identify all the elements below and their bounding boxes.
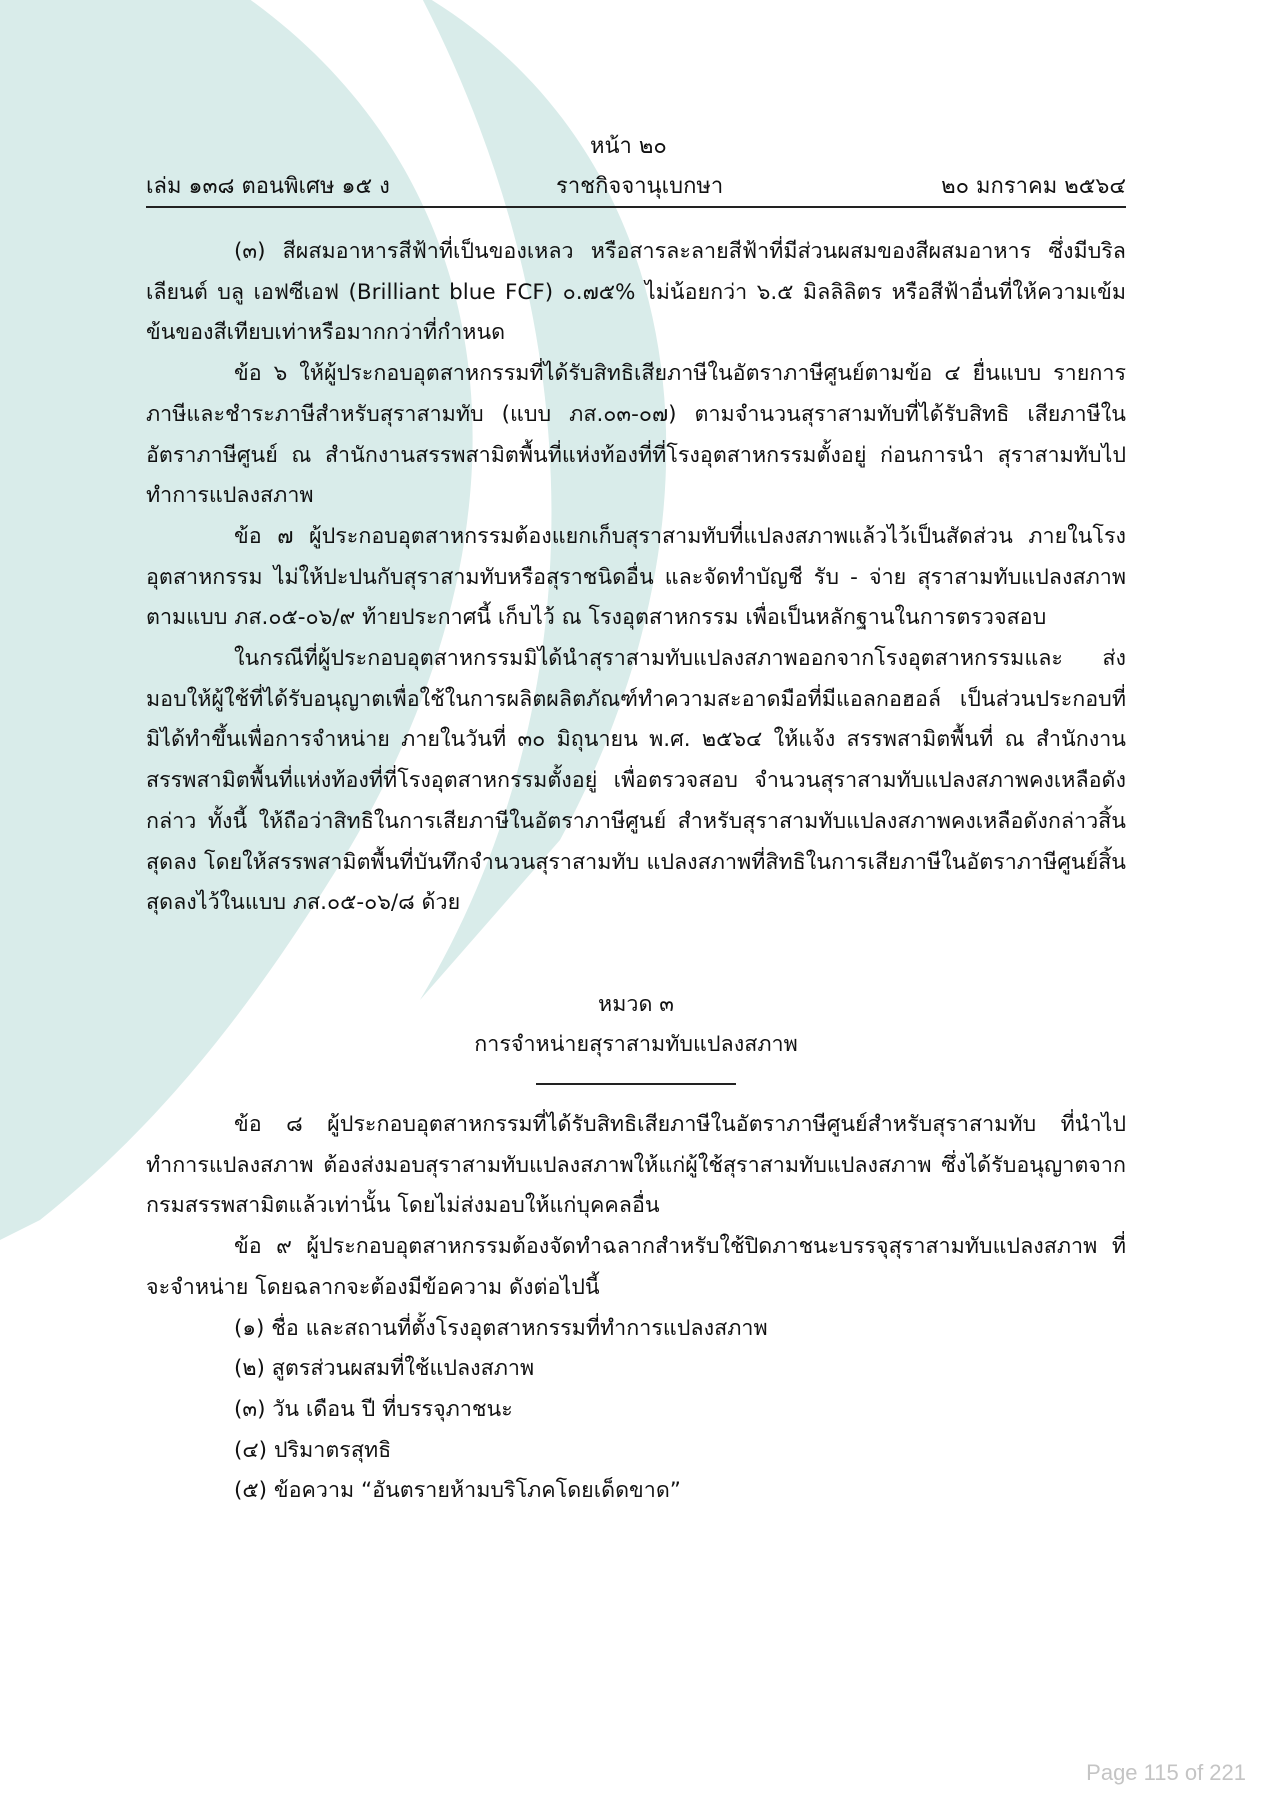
list-item: (๑) ชื่อ และสถานที่ตั้งโรงอุตสาหกรรมที่ทำการแปลงสภาพ: [234, 1315, 768, 1341]
paragraph-section-7: ข้อ ๗ ผู้ประกอบอุตสาหกรรมต้องแยกเก็บสุราสามทับที่แปลงสภาพแล้วไว้เป็นสัดส่วน ภายในโรงอุตสาหกรรม ไม่ให้ปะปนกับสุราสามทับหรือสุราชนิดอื่น และจัดทำบัญชี รับ - จ่าย สุราสามทับแปลงสภาพ ตามแบบ ภส.๐๕-๐๖/๙ ท้ายประกาศนี้ เก็บไว้ ณ โรงอุตสาหกรรม เพื่อเป็นหลักฐานในการตรวจสอบ: [146, 523, 1126, 631]
chapter-title: การจำหน่ายสุราสามทับแปลงสภาพ: [474, 1032, 798, 1057]
paragraph-section-7-case: ในกรณีที่ผู้ประกอบอุตสาหกรรมมิได้นำสุราสามทับแปลงสภาพออกจากโรงอุตสาหกรรมและ ส่งมอบให้ผู้ใช้ที่ได้รับอนุญาตเพื่อใช้ในการผลิตผลิตภัณฑ์ทำความสะอาดมือที่มีแอลกอฮอล์ เป็นส่วนประกอบที่มิได้ทำขึ้นเพื่อการจำหน่าย ภายในวันที่ ๓๐ มิถุนายน พ.ศ. ๒๕๖๔ ให้แจ้ง สรรพสามิตพื้นที่ ณ สำนักงานสรรพสามิตพื้นที่แห่งท้องที่ที่โรงอุตสาหกรรมตั้งอยู่ เพื่อตรวจสอบ จำนวนสุราสามทับแปลงสภาพคงเหลือดังกล่าว ทั้งนี้ ให้ถือว่าสิทธิในการเสียภาษีในอัตราภาษีศูนย์ สำหรับสุราสามทับแปลงสภาพคงเหลือดังกล่าวสิ้นสุดลง โดยให้สรรพสามิตพื้นที่บันทึกจำนวนสุราสามทับ แปลงสภาพที่สิทธิในการเสียภาษีในอัตราภาษีศูนย์สิ้นสุดลงไว้ในแบบ ภส.๐๕-๐๖/๘ ด้วย: [146, 646, 1126, 916]
list-item: (๒) สูตรส่วนผสมที่ใช้แปลงสภาพ: [234, 1356, 535, 1382]
gazette-name: ราชกิจจานุเบกษา: [556, 174, 724, 199]
list-item: (๔) ปริมาตรสุทธิ: [234, 1437, 392, 1463]
paragraph-section-6: ข้อ ๖ ให้ผู้ประกอบอุตสาหกรรมที่ได้รับสิทธิเสียภาษีในอัตราภาษีศูนย์ตามข้อ ๔ ยื่นแบบ รายการภาษีและชำระภาษีสำหรับสุราสามทับ (แบบ ภส.๐๓-๐๗) ตามจำนวนสุราสามทับที่ได้รับสิทธิ เสียภาษีในอัตราภาษีศูนย์ ณ สำนักงานสรรพสามิตพื้นที่แห่งท้องที่ที่โรงอุตสาหกรรมตั้งอยู่ ก่อนการนำ สุราสามทับไปทำการแปลงสภาพ: [146, 361, 1126, 509]
list-item: (๓) วัน เดือน ปี ที่บรรจุภาชนะ: [234, 1396, 513, 1422]
paragraph-section-8: ข้อ ๘ ผู้ประกอบอุตสาหกรรมที่ได้รับสิทธิเสียภาษีในอัตราภาษีศูนย์สำหรับสุราสามทับ ที่นำไปทำการแปลงสภาพ ต้องส่งมอบสุราสามทับแปลงสภาพให้แก่ผู้ใช้สุราสามทับแปลงสภาพ ซึ่งได้รับอนุญาตจากกรมสรรพสามิตแล้วเท่านั้น โดยไม่ส่งมอบให้แก่บุคคลอื่น: [146, 1112, 1126, 1219]
document-body-chapter-3: [146, 1105, 1126, 1512]
chapter-heading: [146, 985, 1126, 1085]
header-divider: [146, 206, 1126, 208]
chapter-divider: [536, 1083, 736, 1085]
paragraph-section-9: ข้อ ๙ ผู้ประกอบอุตสาหกรรมต้องจัดทำฉลากสำหรับใช้ปิดภาชนะบรรจุสุราสามทับแปลงสภาพ ที่จะจำหน่าย โดยฉลากจะต้องมีข้อความ ดังต่อไปนี้: [146, 1234, 1126, 1300]
list-item: (๕) ข้อความ “อันตรายห้ามบริโภคโดยเด็ดขาด”: [234, 1478, 681, 1504]
page-number-footer: Page 115 of 221: [1086, 1760, 1246, 1785]
label-requirements-list: [146, 1309, 1126, 1513]
paragraph-item-3: (๓) สีผสมอาหารสีฟ้าที่เป็นของเหลว หรือสารละลายสีฟ้าที่มีส่วนผสมของสีผสมอาหาร ซึ่งมีบริลเลียนต์ บลู เอฟซีเอฟ (Brilliant blue FCF) ๐.๗๕% ไม่น้อยกว่า ๖.๕ มิลลิลิตร หรือสีฟ้าอื่นที่ให้ความเข้มข้นของสีเทียบเท่าหรือมากกว่าที่กำหนด: [146, 239, 1126, 346]
document-body: [146, 232, 1126, 924]
page-label: หน้า ๒๐: [590, 134, 667, 159]
chapter-number: หมวด ๓: [598, 992, 674, 1017]
volume-issue: เล่ม ๑๓๘ ตอนพิเศษ ๑๕ ง: [146, 174, 390, 199]
publication-date: ๒๐ มกราคม ๒๕๖๔: [941, 174, 1126, 199]
